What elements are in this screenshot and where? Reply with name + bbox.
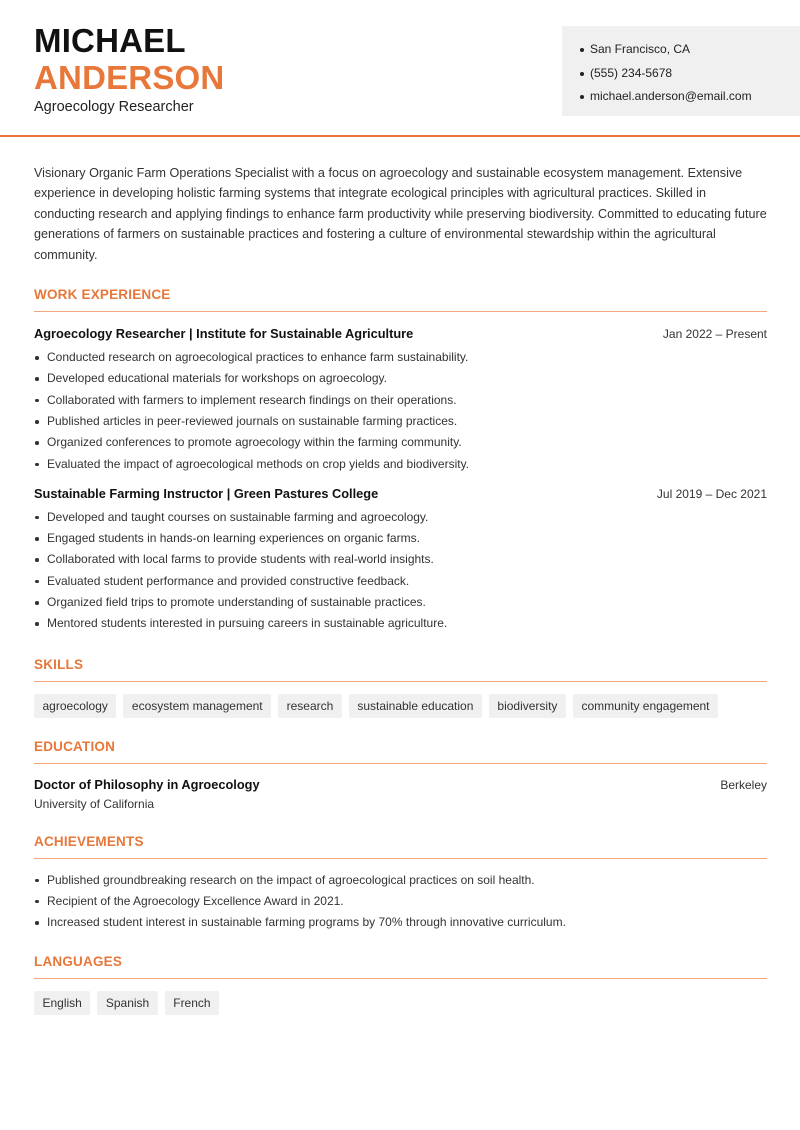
education-entry (34, 777, 767, 811)
contact-box (562, 26, 800, 116)
list-item: Collaborated with farmers to implement research findings on their operations. (34, 390, 767, 411)
contact-location: San Francisco, CA (580, 38, 800, 62)
list-item: Developed and taught courses on sustainable farming and agroecology. (34, 507, 767, 528)
achievements-section (34, 834, 767, 934)
list-item: Collaborated with local farms to provide students with real-world insights. (34, 549, 767, 570)
skill-tag: biodiversity (489, 694, 566, 718)
job-dates: Jan 2022 – Present (662, 327, 767, 342)
skill-tag: agroecology (34, 694, 116, 718)
candidate-name (34, 22, 224, 96)
resume-header (0, 0, 800, 137)
work-experience-section (34, 287, 767, 635)
skill-tag: sustainable education (349, 694, 482, 718)
section-title-work: WORK EXPERIENCE (34, 287, 767, 312)
list-item: Organized conferences to promote agroecology within the farming community. (34, 432, 767, 453)
first-name: MICHAEL (34, 22, 186, 59)
contact-list (580, 38, 800, 109)
contact-email: michael.anderson@email.com (580, 85, 800, 109)
list-item: Engaged students in hands-on learning experiences on organic farms. (34, 528, 767, 549)
list-item: Recipient of the Agroecology Excellence Award in 2021. (34, 891, 767, 912)
skills-section (34, 657, 767, 718)
section-title-languages: LANGUAGES (34, 954, 767, 979)
skill-tag: research (278, 694, 342, 718)
education-location: Berkeley (720, 777, 767, 792)
skill-tag: ecosystem management (123, 694, 271, 718)
job-entry (34, 326, 767, 475)
contact-phone: (555) 234-5678 (580, 62, 800, 86)
skills-tags (34, 694, 767, 718)
job-role: Sustainable Farming Instructor | Green Pastures College (34, 485, 379, 501)
skill-tag: community engagement (573, 694, 718, 718)
language-tag: English (34, 991, 90, 1015)
list-item: Developed educational materials for workshops on agroecology. (34, 368, 767, 389)
list-item: Mentored students interested in pursuing careers in sustainable agriculture. (34, 613, 767, 634)
degree: Doctor of Philosophy in Agroecology (34, 776, 260, 792)
education-section (34, 739, 767, 811)
job-bullets (34, 347, 767, 475)
last-name: ANDERSON (34, 59, 225, 96)
achievements-list (34, 870, 767, 934)
list-item: Evaluated student performance and provided constructive feedback. (34, 571, 767, 592)
job-title: Agroecology Researcher (34, 99, 194, 115)
job-role: Agroecology Researcher | Institute for Sustainable Agriculture (34, 326, 414, 342)
language-tag: Spanish (97, 991, 157, 1015)
resume-body (34, 163, 767, 1015)
language-tags (34, 991, 767, 1015)
job-bullets (34, 507, 767, 635)
section-title-education: EDUCATION (34, 739, 767, 764)
list-item: Published articles in peer-reviewed journals on sustainable farming practices. (34, 411, 767, 432)
list-item: Published groundbreaking research on the impact of agroecological practices on soil health. (34, 870, 767, 891)
section-title-achievements: ACHIEVEMENTS (34, 834, 767, 859)
summary-paragraph: Visionary Organic Farm Operations Specialist with a focus on agroecology and sustainable ecosystem management. Extensive experience in developing holistic farming systems that integrate ecological principles with agricultural practices. Skilled in conducting research and applying findings to enhance farm productivity while preserving biodiversity. Committed to educating future generations of farmers on sustainable practices and fostering a culture of environmental stewardship within the agricultural community. (34, 166, 767, 262)
school-name: University of California (34, 796, 155, 811)
languages-section (34, 954, 767, 1015)
list-item: Evaluated the impact of agroecological methods on crop yields and biodiversity. (34, 454, 767, 475)
job-entry (34, 486, 767, 635)
list-item: Increased student interest in sustainable farming programs by 70% through innovative curriculum. (34, 912, 767, 933)
list-item: Conducted research on agroecological practices to enhance farm sustainability. (34, 347, 767, 368)
language-tag: French (165, 991, 219, 1015)
section-title-skills: SKILLS (34, 657, 767, 682)
job-dates: Jul 2019 – Dec 2021 (656, 486, 767, 501)
list-item: Organized field trips to promote understanding of sustainable practices. (34, 592, 767, 613)
